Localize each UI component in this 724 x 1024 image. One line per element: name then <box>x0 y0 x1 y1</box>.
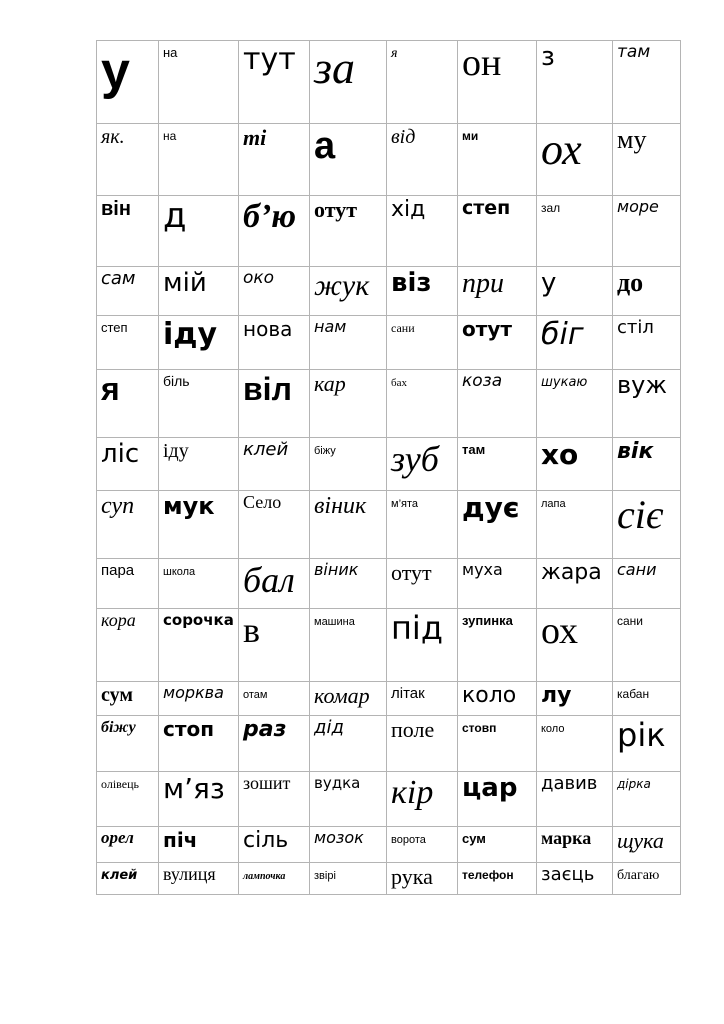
word-cell: мій <box>159 267 239 316</box>
table-row <box>97 772 681 827</box>
word-cell: цар <box>458 772 537 827</box>
word-cell: рука <box>387 863 458 895</box>
table-row <box>97 682 681 716</box>
table-row <box>97 316 681 370</box>
word-cell: дід <box>310 716 387 772</box>
word-cell: віник <box>310 491 387 559</box>
word-cell: раз <box>239 716 310 772</box>
word-cell: пара <box>97 559 159 609</box>
word-cell: сум <box>97 682 159 716</box>
word-cell: степ <box>458 196 537 267</box>
word-cell: під <box>387 609 458 682</box>
word-cell: клей <box>239 438 310 491</box>
word-cell: а <box>310 124 387 196</box>
word-cell: сам <box>97 267 159 316</box>
word-cell: коза <box>458 370 537 438</box>
word-cell: він <box>97 196 159 267</box>
word-cell: біг <box>537 316 613 370</box>
word-cell: піч <box>159 827 239 863</box>
word-cell: за <box>310 41 387 124</box>
word-cell: отут <box>458 316 537 370</box>
word-cell: отут <box>310 196 387 267</box>
word-cell: му <box>613 124 681 196</box>
word-cell: муха <box>458 559 537 609</box>
word-cell: біжу <box>310 438 387 491</box>
word-cell: давив <box>537 772 613 827</box>
word-cell: сани <box>387 316 458 370</box>
table-row <box>97 124 681 196</box>
word-cell: дує <box>458 491 537 559</box>
word-cell: звірі <box>310 863 387 895</box>
word-cell: вудка <box>310 772 387 827</box>
word-cell: морква <box>159 682 239 716</box>
word-cell: віл <box>239 370 310 438</box>
word-cell: нам <box>310 316 387 370</box>
word-cell: кора <box>97 609 159 682</box>
word-cell: там <box>458 438 537 491</box>
word-cell: ох <box>537 609 613 682</box>
word-cell: коло <box>458 682 537 716</box>
word-cell: вуж <box>613 370 681 438</box>
word-cell: на <box>159 124 239 196</box>
word-cell: м’ята <box>387 491 458 559</box>
word-cell: літак <box>387 682 458 716</box>
word-cell: Село <box>239 491 310 559</box>
word-cell: коло <box>537 716 613 772</box>
word-cell: сум <box>458 827 537 863</box>
word-cell: дірка <box>613 772 681 827</box>
word-cell: у <box>537 267 613 316</box>
word-cell: бал <box>239 559 310 609</box>
word-cell: степ <box>97 316 159 370</box>
word-cell: щука <box>613 827 681 863</box>
word-cell: комар <box>310 682 387 716</box>
word-cell: благаю <box>613 863 681 895</box>
word-cell: жара <box>537 559 613 609</box>
word-cell: стіл <box>613 316 681 370</box>
word-cell: поле <box>387 716 458 772</box>
word-cell: від <box>387 124 458 196</box>
table-row <box>97 267 681 316</box>
word-cell: біжу <box>97 716 159 772</box>
table-row <box>97 559 681 609</box>
word-cell: вік <box>613 438 681 491</box>
word-cell: у <box>97 41 159 124</box>
word-cell: сіє <box>613 491 681 559</box>
word-cell: машина <box>310 609 387 682</box>
word-cell: рік <box>613 716 681 772</box>
table-row <box>97 863 681 895</box>
word-cell: д <box>159 196 239 267</box>
word-cell: зупинка <box>458 609 537 682</box>
word-cell: хід <box>387 196 458 267</box>
word-cell: сорочка <box>159 609 239 682</box>
word-cell: сани <box>613 609 681 682</box>
word-cell: стоп <box>159 716 239 772</box>
word-cell: школа <box>159 559 239 609</box>
table-row <box>97 609 681 682</box>
word-cell: он <box>458 41 537 124</box>
word-cell: з <box>537 41 613 124</box>
word-cell: стовп <box>458 716 537 772</box>
word-cell: бах <box>387 370 458 438</box>
word-cell: лу <box>537 682 613 716</box>
word-cell: до <box>613 267 681 316</box>
word-cell: зал <box>537 196 613 267</box>
word-cell: кір <box>387 772 458 827</box>
word-grid <box>96 40 681 895</box>
table-row <box>97 827 681 863</box>
word-cell: око <box>239 267 310 316</box>
word-cell: зуб <box>387 438 458 491</box>
word-cell: ох <box>537 124 613 196</box>
word-cell: отам <box>239 682 310 716</box>
word-cell: віник <box>310 559 387 609</box>
word-cell: мозок <box>310 827 387 863</box>
word-cell: шукаю <box>537 370 613 438</box>
word-cell: іду <box>159 316 239 370</box>
word-cell: море <box>613 196 681 267</box>
word-cell: олівець <box>97 772 159 827</box>
word-cell: зошит <box>239 772 310 827</box>
word-cell: суп <box>97 491 159 559</box>
word-cell: орел <box>97 827 159 863</box>
word-cell: клей <box>97 863 159 895</box>
word-cell: при <box>458 267 537 316</box>
word-cell: тут <box>239 41 310 124</box>
table-row <box>97 370 681 438</box>
word-cell: я <box>97 370 159 438</box>
word-cell: кабан <box>613 682 681 716</box>
word-cell: м’яз <box>159 772 239 827</box>
table-row <box>97 716 681 772</box>
word-cell: сани <box>613 559 681 609</box>
word-cell: лапа <box>537 491 613 559</box>
word-cell: лампочка <box>239 863 310 895</box>
word-cell: вулиця <box>159 863 239 895</box>
word-cell: іду <box>159 438 239 491</box>
table-row <box>97 41 681 124</box>
word-cell: сіль <box>239 827 310 863</box>
table-row <box>97 196 681 267</box>
word-cell: віз <box>387 267 458 316</box>
word-cell: біль <box>159 370 239 438</box>
word-cell: я <box>387 41 458 124</box>
word-cell: нова <box>239 316 310 370</box>
word-cell: в <box>239 609 310 682</box>
word-cell: хо <box>537 438 613 491</box>
word-cell: телефон <box>458 863 537 895</box>
word-cell: як. <box>97 124 159 196</box>
word-cell: жук <box>310 267 387 316</box>
word-cell: ми <box>458 124 537 196</box>
word-cell: на <box>159 41 239 124</box>
word-cell: мук <box>159 491 239 559</box>
word-cell: марка <box>537 827 613 863</box>
word-cell: отут <box>387 559 458 609</box>
word-cell: ліс <box>97 438 159 491</box>
word-cell: б’ю <box>239 196 310 267</box>
word-cell: ті <box>239 124 310 196</box>
table-row <box>97 491 681 559</box>
word-cell: ворота <box>387 827 458 863</box>
word-cell: заєць <box>537 863 613 895</box>
word-cell: кар <box>310 370 387 438</box>
word-cell: там <box>613 41 681 124</box>
table-row <box>97 438 681 491</box>
